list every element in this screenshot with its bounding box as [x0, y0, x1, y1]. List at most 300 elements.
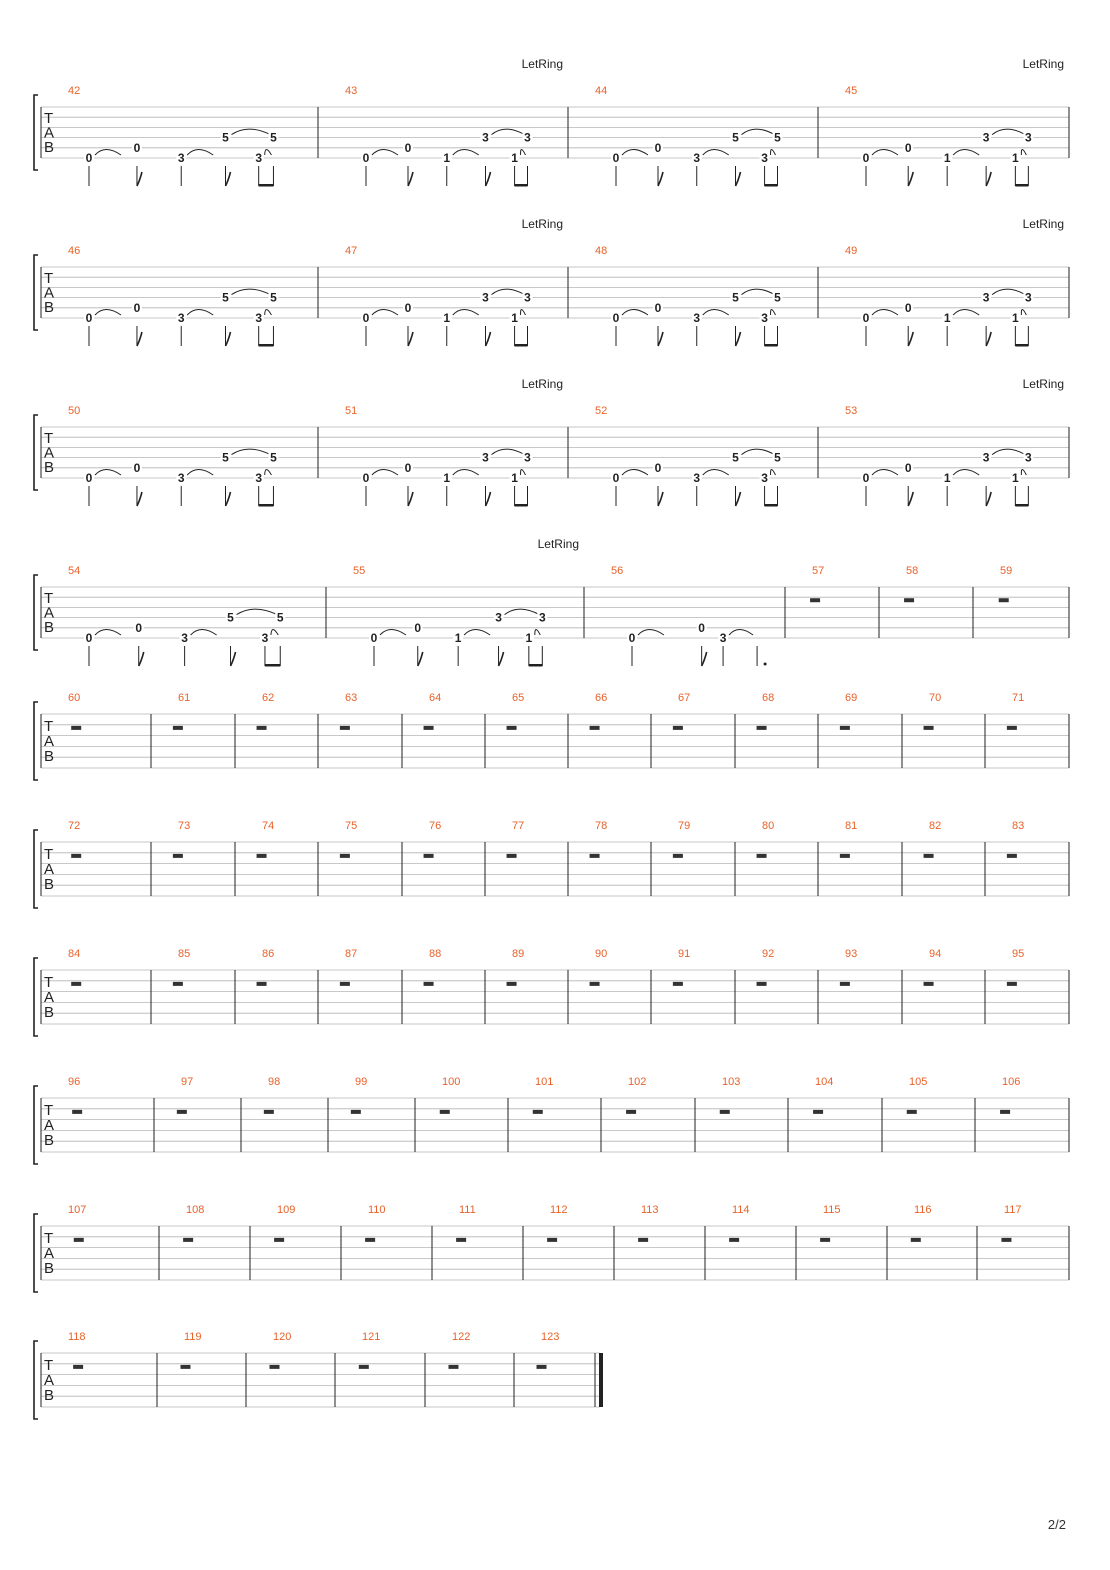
tab-clef-letter: B — [44, 876, 55, 894]
eighth-flag — [736, 492, 741, 506]
measure-number: 84 — [68, 948, 81, 960]
tie-arc — [703, 310, 729, 316]
fret-number: 0 — [628, 631, 636, 645]
fret-number: 0 — [862, 151, 870, 165]
measure-number: 108 — [186, 1204, 205, 1216]
fret-number: 3 — [177, 471, 185, 485]
fret-number: 0 — [135, 620, 143, 635]
whole-rest — [71, 854, 81, 858]
fret-number: 3 — [982, 290, 990, 305]
tie-arc — [521, 310, 526, 316]
tie-arc — [1021, 150, 1026, 156]
fret-number: 3 — [524, 130, 531, 145]
tab-clef-letter: T — [44, 430, 54, 448]
fret-number: 0 — [698, 620, 705, 635]
measure-number: 82 — [929, 820, 942, 832]
measure-number: 52 — [595, 405, 608, 417]
measure-number: 71 — [1012, 692, 1025, 704]
whole-rest — [840, 726, 850, 730]
tie-arc — [492, 289, 525, 295]
tab-clef-letter: A — [44, 444, 55, 462]
whole-rest — [757, 982, 767, 986]
fret-number: 5 — [222, 450, 229, 465]
fret-number: 3 — [693, 471, 701, 485]
tie-arc — [95, 150, 121, 156]
fret-number: 3 — [761, 151, 768, 165]
fret-number: 3 — [255, 471, 263, 485]
tab-clef-letter: B — [44, 458, 55, 476]
fret-number: 3 — [255, 311, 263, 325]
whole-rest — [1007, 982, 1017, 986]
whole-rest — [73, 1365, 83, 1369]
fret-number: 0 — [612, 151, 620, 165]
tie-arc — [872, 470, 898, 476]
whole-rest — [507, 982, 517, 986]
tab-clef-letter: A — [44, 861, 55, 878]
measure-number: 62 — [262, 692, 275, 704]
fret-number: 0 — [133, 460, 141, 475]
fret-number: 5 — [774, 290, 781, 305]
whole-rest — [448, 1365, 458, 1369]
fret-number: 0 — [362, 151, 370, 165]
measure-number: 57 — [812, 565, 825, 577]
tie-arc — [703, 150, 729, 156]
whole-rest — [180, 1365, 190, 1369]
fret-number: 3 — [538, 610, 546, 625]
measure-number: 91 — [678, 948, 691, 960]
beam — [1015, 344, 1028, 347]
tie-arc — [622, 150, 648, 156]
measure-number: 100 — [442, 1076, 461, 1088]
measure-number: 116 — [914, 1204, 932, 1216]
system-bracket — [34, 830, 38, 908]
whole-rest — [71, 982, 81, 986]
measure-number: 119 — [184, 1331, 202, 1343]
measure-number: 92 — [762, 948, 775, 960]
eighth-flag — [499, 652, 504, 666]
fret-number: 5 — [222, 130, 229, 145]
measure-number: 72 — [68, 820, 81, 832]
whole-rest — [456, 1238, 466, 1242]
eighth-flag — [225, 492, 230, 506]
measure-number: 109 — [277, 1204, 296, 1216]
whole-rest — [840, 854, 850, 858]
tab-clef-letter: A — [44, 1372, 55, 1389]
fret-number: 1 — [943, 151, 951, 165]
fret-number: 0 — [133, 140, 141, 155]
whole-rest — [507, 726, 517, 730]
measure-number: 110 — [368, 1204, 386, 1216]
fret-number: 3 — [1025, 450, 1032, 465]
fret-number: 3 — [1025, 130, 1032, 145]
fret-number: 0 — [370, 631, 378, 645]
fret-number: 3 — [693, 151, 701, 165]
tab-clef-letter: B — [44, 1132, 55, 1150]
eighth-flag — [736, 172, 741, 186]
whole-rest — [257, 982, 267, 986]
measure-number: 50 — [68, 405, 81, 417]
letring-label: LetRing — [1022, 57, 1064, 71]
fret-number: 3 — [761, 311, 768, 325]
tie-arc — [231, 449, 270, 455]
fret-number: 0 — [904, 460, 912, 475]
tab-clef-letter: T — [44, 1101, 54, 1119]
measure-number: 76 — [429, 820, 442, 832]
measure-number: 111 — [459, 1204, 476, 1216]
measure-number: 85 — [178, 948, 191, 960]
tie-arc — [729, 630, 753, 636]
fret-number: 3 — [482, 130, 489, 145]
tie-arc — [372, 310, 398, 316]
tie-arc — [1021, 310, 1026, 316]
whole-rest — [1007, 854, 1017, 858]
tie-arc — [231, 289, 270, 295]
whole-rest — [924, 726, 934, 730]
tab-clef-letter: T — [44, 110, 54, 128]
beam — [515, 504, 528, 507]
beam — [259, 344, 274, 347]
fret-number: 1 — [511, 151, 518, 165]
fret-number: 1 — [943, 311, 951, 325]
tab-system — [34, 948, 1069, 1036]
tab-clef-letter: B — [44, 748, 55, 766]
eighth-flag — [908, 332, 913, 346]
eighth-flag — [231, 652, 236, 666]
measure-number: 49 — [845, 245, 858, 257]
fret-number: 1 — [1012, 311, 1019, 325]
whole-rest — [924, 982, 934, 986]
whole-rest — [820, 1238, 830, 1242]
whole-rest — [71, 726, 81, 730]
tab-clef-letter: T — [44, 1229, 54, 1247]
tie-arc — [372, 470, 398, 476]
eighth-flag — [908, 492, 913, 506]
tab-clef-letter: T — [44, 1356, 54, 1374]
fret-number: 3 — [482, 290, 489, 305]
beam — [259, 184, 274, 187]
measure-number: 60 — [68, 692, 81, 704]
eighth-flag — [736, 332, 741, 346]
system-bracket — [34, 702, 38, 780]
beam — [259, 504, 274, 507]
tab-clef-letter: T — [44, 270, 54, 288]
measure-number: 64 — [429, 692, 442, 704]
measure-number: 87 — [345, 948, 358, 960]
tie-arc — [464, 630, 490, 636]
tab-system — [34, 1331, 603, 1419]
tie-arc — [771, 310, 776, 316]
eighth-flag — [986, 332, 991, 346]
whole-rest — [264, 1110, 274, 1114]
letring-label: LetRing — [521, 377, 563, 391]
fret-number: 5 — [276, 610, 284, 625]
measure-number: 86 — [262, 948, 275, 960]
letring-label: LetRing — [521, 57, 563, 71]
measure-number: 101 — [535, 1076, 554, 1088]
page-number: 2/2 — [1047, 1517, 1066, 1532]
measure-number: 74 — [262, 820, 275, 832]
measure-number: 90 — [595, 948, 608, 960]
measure-number: 99 — [355, 1076, 368, 1088]
fret-number: 1 — [511, 471, 518, 485]
fret-number: 3 — [261, 631, 269, 645]
tab-system — [34, 692, 1069, 780]
tie-arc — [992, 129, 1025, 135]
whole-rest — [757, 726, 767, 730]
fret-number: 3 — [177, 311, 185, 325]
measure-number: 121 — [362, 1331, 381, 1343]
tie-arc — [771, 470, 776, 476]
tab-system — [34, 537, 1069, 667]
whole-rest — [340, 854, 350, 858]
eighth-flag — [225, 172, 230, 186]
whole-rest — [173, 726, 183, 730]
measure-number: 44 — [595, 85, 608, 97]
measure-number: 113 — [641, 1204, 659, 1216]
measure-number: 97 — [181, 1076, 194, 1088]
fret-number: 0 — [404, 140, 412, 155]
tie-arc — [492, 449, 525, 455]
fret-number: 0 — [862, 311, 870, 325]
measure-number: 89 — [512, 948, 525, 960]
fret-number: 0 — [85, 631, 93, 645]
fret-number: 3 — [524, 290, 531, 305]
letring-label: LetRing — [1022, 217, 1064, 231]
measure-number: 51 — [345, 405, 358, 417]
eighth-flag — [658, 332, 663, 346]
letring-label: LetRing — [537, 537, 579, 551]
whole-rest — [424, 726, 434, 730]
whole-rest — [720, 1110, 730, 1114]
beam — [765, 344, 778, 347]
tab-clef-letter: A — [44, 604, 55, 622]
fret-number: 5 — [774, 450, 781, 465]
tab-clef-letter: T — [44, 717, 54, 735]
whole-rest — [74, 1238, 84, 1242]
measure-number: 117 — [1004, 1204, 1022, 1216]
measure-number: 103 — [722, 1076, 741, 1088]
whole-rest — [340, 726, 350, 730]
measure-number: 63 — [345, 692, 358, 704]
fret-number: 5 — [227, 610, 234, 625]
tab-system — [34, 1076, 1069, 1164]
tie-arc — [265, 150, 272, 156]
whole-rest — [1000, 1110, 1010, 1114]
fret-number: 3 — [255, 151, 263, 165]
whole-rest — [274, 1238, 284, 1242]
tie-arc — [535, 630, 540, 636]
measure-number: 96 — [68, 1076, 81, 1088]
measure-number: 107 — [68, 1204, 87, 1216]
tie-arc — [992, 289, 1025, 295]
tie-arc — [187, 470, 213, 476]
measure-number: 104 — [815, 1076, 834, 1088]
whole-rest — [729, 1238, 739, 1242]
whole-rest — [907, 1110, 917, 1114]
whole-rest — [590, 982, 600, 986]
measure-number: 67 — [678, 692, 691, 704]
measure-number: 122 — [452, 1331, 471, 1343]
fret-number: 0 — [85, 151, 93, 165]
fret-number: 0 — [654, 140, 662, 155]
whole-rest — [590, 726, 600, 730]
whole-rest — [626, 1110, 636, 1114]
fret-number: 5 — [270, 450, 277, 465]
tab-clef-letter: B — [44, 298, 55, 316]
tie-arc — [742, 289, 775, 295]
eighth-flag — [408, 172, 413, 186]
fret-number: 0 — [904, 140, 912, 155]
system-bracket — [34, 415, 38, 490]
fret-number: 1 — [943, 471, 951, 485]
fret-number: 3 — [761, 471, 768, 485]
whole-rest — [911, 1238, 921, 1242]
whole-rest — [924, 854, 934, 858]
eighth-flag — [225, 332, 230, 346]
measure-number: 66 — [595, 692, 608, 704]
measure-number: 45 — [845, 85, 858, 97]
tab-clef-letter: A — [44, 1117, 55, 1134]
measure-number: 95 — [1012, 948, 1025, 960]
fret-number: 1 — [1012, 151, 1019, 165]
beam — [1015, 504, 1028, 507]
fret-number: 3 — [177, 151, 185, 165]
measure-number: 83 — [1012, 820, 1025, 832]
tab-clef-letter: A — [44, 124, 55, 142]
measure-number: 53 — [845, 405, 858, 417]
fret-number: 5 — [732, 450, 739, 465]
tie-arc — [372, 150, 398, 156]
eighth-flag — [986, 492, 991, 506]
eighth-flag — [137, 332, 142, 346]
whole-rest — [183, 1238, 193, 1242]
fret-number: 1 — [443, 471, 451, 485]
tie-arc — [953, 470, 979, 476]
tab-clef-letter: T — [44, 590, 54, 608]
beam — [529, 664, 542, 667]
whole-rest — [590, 854, 600, 858]
measure-number: 114 — [732, 1204, 750, 1216]
measure-number: 55 — [353, 565, 366, 577]
tie-arc — [622, 310, 648, 316]
tie-arc — [95, 310, 121, 316]
tab-clef-letter: A — [44, 1245, 55, 1262]
system-bracket — [34, 1086, 38, 1164]
eighth-flag — [139, 652, 144, 666]
beam — [515, 184, 528, 187]
fret-number: 5 — [774, 130, 781, 145]
eighth-flag — [486, 332, 491, 346]
eighth-flag — [658, 492, 663, 506]
whole-rest — [72, 1110, 82, 1114]
tab-clef-letter: T — [44, 845, 54, 863]
measure-number: 81 — [845, 820, 858, 832]
tie-arc — [638, 630, 664, 636]
tie-arc — [622, 470, 648, 476]
measure-number: 118 — [68, 1331, 86, 1343]
fret-number: 3 — [982, 130, 990, 145]
tab-system — [34, 820, 1069, 908]
measure-number: 112 — [550, 1204, 568, 1216]
measure-number: 73 — [178, 820, 191, 832]
whole-rest — [507, 854, 517, 858]
whole-rest — [424, 854, 434, 858]
whole-rest — [269, 1365, 279, 1369]
fret-number: 3 — [719, 631, 727, 645]
beam — [765, 504, 778, 507]
whole-rest — [810, 598, 820, 602]
tab-system — [34, 377, 1069, 507]
eighth-flag — [418, 652, 423, 666]
system-bracket — [34, 255, 38, 330]
fret-number: 0 — [362, 471, 370, 485]
whole-rest — [1007, 726, 1017, 730]
measure-number: 61 — [178, 692, 191, 704]
measure-number: 75 — [345, 820, 358, 832]
tie-arc — [992, 449, 1025, 455]
whole-rest — [177, 1110, 187, 1114]
fret-number: 3 — [495, 610, 502, 625]
final-barline — [599, 1353, 603, 1407]
tab-clef-letter: T — [44, 973, 54, 991]
tab-clef-letter: A — [44, 284, 55, 302]
letring-label: LetRing — [521, 217, 563, 231]
whole-rest — [673, 726, 683, 730]
measure-number: 42 — [68, 85, 81, 97]
tie-arc — [953, 310, 979, 316]
whole-rest — [904, 598, 914, 602]
letring-label: LetRing — [1022, 377, 1064, 391]
tie-arc — [872, 150, 898, 156]
fret-number: 0 — [362, 311, 370, 325]
measure-number: 46 — [68, 245, 81, 257]
whole-rest — [757, 854, 767, 858]
measure-number: 77 — [512, 820, 525, 832]
fret-number: 0 — [404, 300, 412, 315]
measure-number: 48 — [595, 245, 608, 257]
whole-rest — [173, 982, 183, 986]
fret-number: 1 — [525, 631, 533, 645]
beam — [765, 184, 778, 187]
fret-number: 5 — [270, 290, 277, 305]
tie-arc — [742, 449, 775, 455]
whole-rest — [424, 982, 434, 986]
measure-number: 94 — [929, 948, 942, 960]
measure-number: 65 — [512, 692, 525, 704]
eighth-flag — [702, 652, 707, 666]
measure-number: 88 — [429, 948, 442, 960]
measure-number: 68 — [762, 692, 775, 704]
measure-number: 70 — [929, 692, 942, 704]
measure-number: 106 — [1002, 1076, 1021, 1088]
tie-arc — [492, 129, 525, 135]
tie-arc — [872, 310, 898, 316]
tie-arc — [265, 470, 272, 476]
fret-number: 1 — [443, 151, 451, 165]
fret-number: 0 — [904, 300, 912, 315]
system-bracket — [34, 958, 38, 1036]
tab-clef-letter: B — [44, 1004, 55, 1022]
eighth-flag — [486, 172, 491, 186]
fret-number: 1 — [1012, 471, 1019, 485]
fret-number: 0 — [612, 311, 620, 325]
fret-number: 0 — [414, 620, 422, 635]
beam — [1015, 184, 1028, 187]
measure-number: 93 — [845, 948, 858, 960]
tie-arc — [237, 609, 278, 615]
eighth-flag — [658, 172, 663, 186]
eighth-flag — [408, 332, 413, 346]
